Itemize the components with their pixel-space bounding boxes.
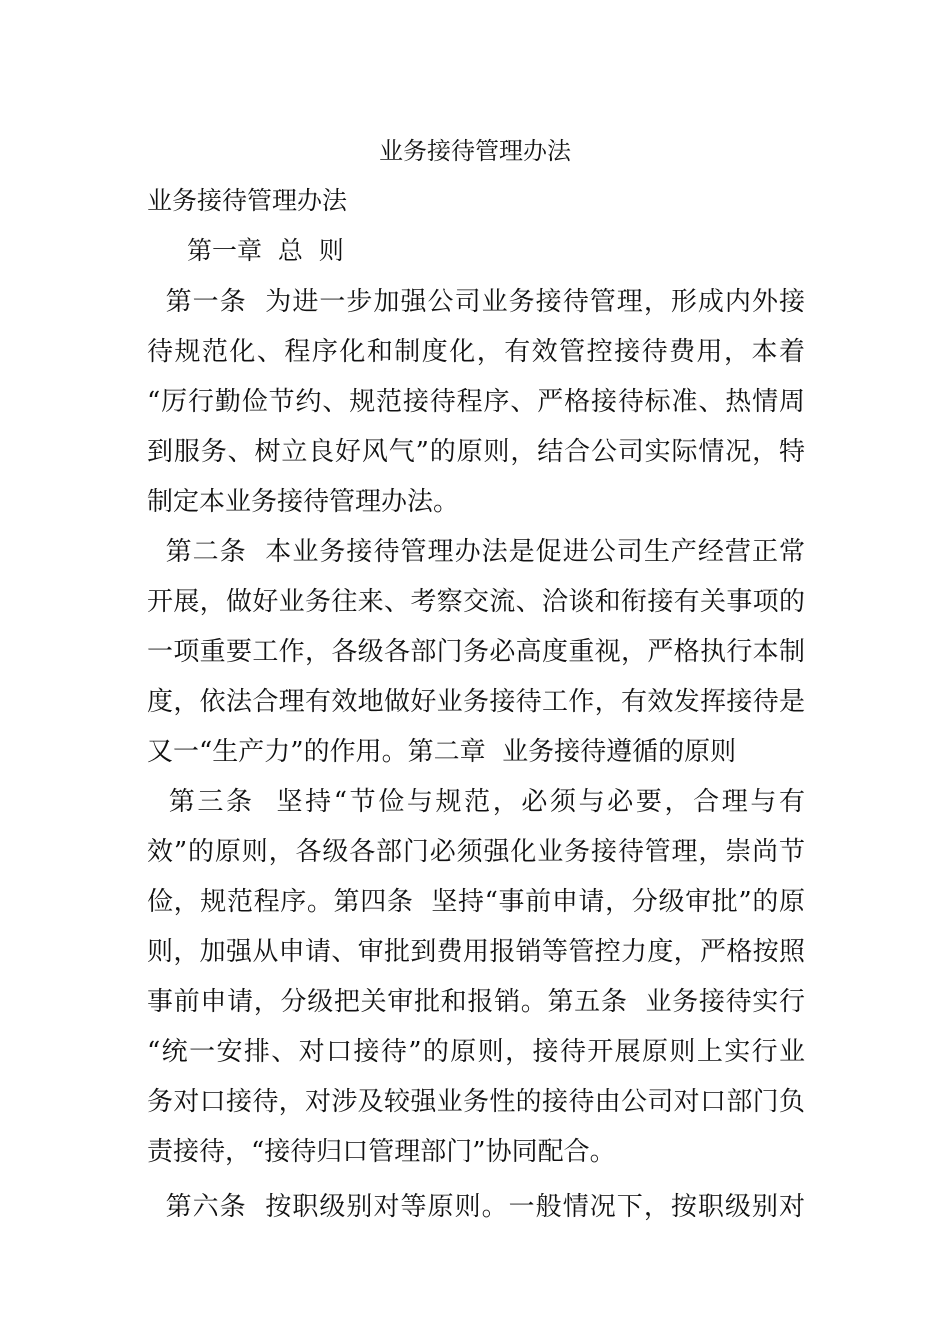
body-line: 责接待，“接待归口管理部门”协同配合。 [147, 1137, 616, 1167]
document-title: 业务接待管理办法 [379, 137, 571, 165]
body-line: 又一“生产力”的作用。第二章 业务接待遵循的原则 [147, 737, 737, 767]
body-line: 第六条 按职级别对等原则。一般情况下，按职级别对 [147, 1192, 805, 1222]
body-line: “厉行勤俭节约、规范接待程序、严格接待标准、热情周 [147, 387, 805, 417]
body-line: “统一安排、对口接待”的原则，接待开展原则上实行业 [147, 1037, 805, 1067]
body-line: 度，依法合理有效地做好业务接待工作，有效发挥接待是 [147, 687, 805, 717]
body-line: 务对口接待，对涉及较强业务性的接待由公司对口部门负 [147, 1087, 805, 1117]
body-line: 事前申请，分级把关审批和报销。第五条 业务接待实行 [147, 987, 805, 1017]
body-line: 俭，规范程序。第四条 坚持“事前申请，分级审批”的原 [147, 887, 805, 917]
chapter-heading: 第一章 总 则 [187, 236, 344, 265]
document-subtitle: 业务接待管理办法 [147, 186, 348, 215]
body-line: 第三条 坚持“节俭与规范，必须与必要，合理与有 [147, 787, 805, 817]
body-line: 开展，做好业务往来、考察交流、洽谈和衔接有关事项的 [147, 587, 805, 617]
body-line: 第二条 本业务接待管理办法是促进公司生产经营正常 [147, 537, 805, 567]
body-line: 制定本业务接待管理办法。 [147, 487, 460, 517]
body-line: 一项重要工作，各级各部门务必高度重视，严格执行本制 [147, 637, 805, 667]
body-line: 则，加强从申请、审批到费用报销等管控力度，严格按照 [147, 937, 805, 967]
body-line: 待规范化、程序化和制度化，有效管控接待费用，本着 [147, 337, 805, 367]
body-line: 到服务、树立良好风气”的原则，结合公司实际情况，特 [147, 437, 805, 467]
body-line: 效”的原则，各级各部门必须强化业务接待管理，崇尚节 [147, 837, 805, 867]
body-line: 第一条 为进一步加强公司业务接待管理，形成内外接 [147, 287, 805, 317]
